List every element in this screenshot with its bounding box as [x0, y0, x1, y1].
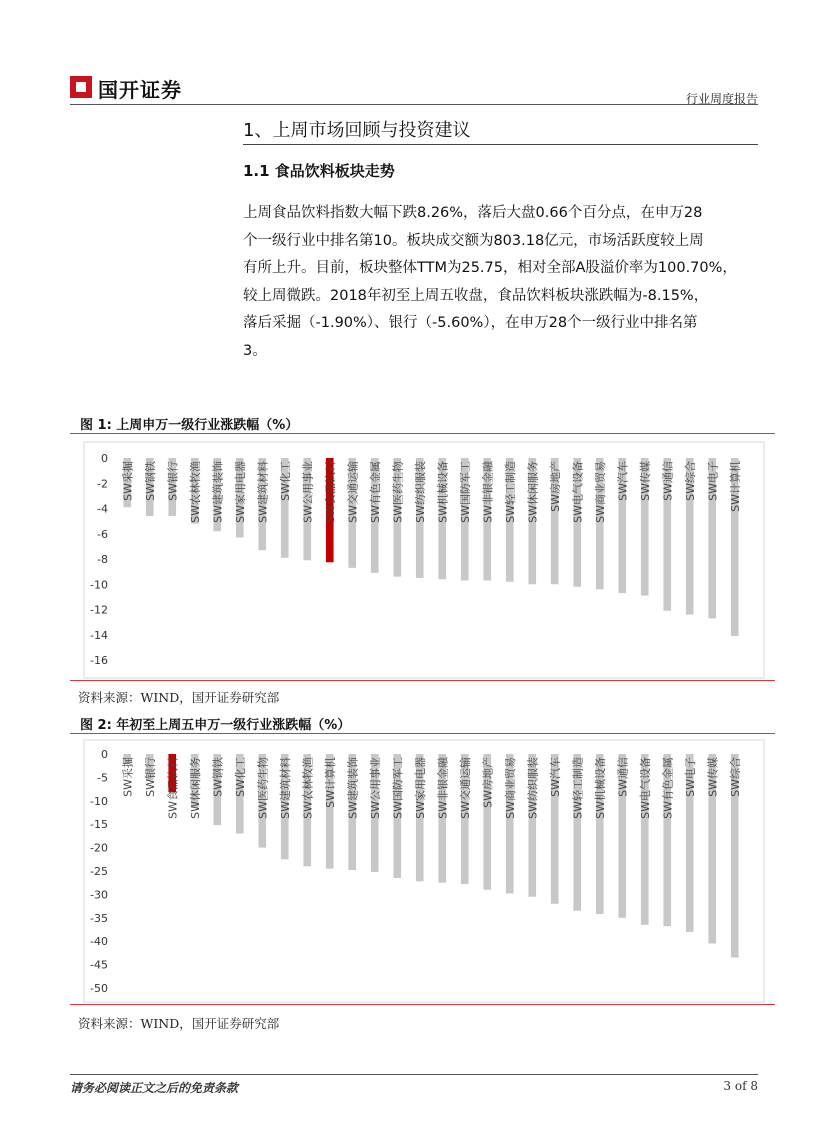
category-label: SW综合: [683, 461, 697, 501]
category-label: SW交通运输: [458, 757, 472, 819]
category-label: SW汽车: [616, 461, 630, 501]
category-label: SW汽车: [548, 757, 562, 797]
y-tick-label: -35: [90, 911, 108, 925]
category-label: SW农林牧渔: [188, 461, 202, 523]
category-label: SW电气设备: [571, 461, 585, 523]
y-tick-label: -15: [90, 818, 108, 832]
figure2-chart: [70, 736, 775, 1004]
category-label: SW非银金融: [481, 461, 495, 523]
category-label: SW纺织服装: [413, 461, 427, 523]
y-tick-label: -20: [90, 841, 108, 855]
category-label: SW电子: [683, 757, 697, 797]
category-label: SW建筑材料: [256, 461, 270, 523]
header-divider: [70, 104, 758, 105]
y-tick-label: -6: [97, 527, 108, 541]
category-label: SW计算机: [728, 461, 742, 512]
figure2-title: 图 2: 年初至上周五申万一级行业涨跌幅（%）: [80, 718, 351, 733]
category-label: SW有色金属: [661, 757, 675, 819]
figure1-bottom-rule: [70, 680, 775, 681]
y-tick-label: -30: [90, 888, 108, 902]
category-label: SW传媒: [706, 757, 720, 797]
y-tick-label: -25: [90, 865, 108, 878]
y-tick-label: -45: [90, 958, 108, 972]
y-tick-label: -50: [90, 982, 108, 995]
category-label: SW化工: [233, 757, 247, 797]
category-label: SW房地产: [481, 757, 495, 808]
paragraph-line: 3。: [243, 342, 267, 359]
y-tick-label: -12: [90, 603, 108, 617]
y-tick-label: -40: [90, 935, 108, 949]
section-title-divider: [243, 144, 758, 145]
y-tick-label: -14: [90, 628, 108, 642]
brand-logo-mark: [70, 76, 92, 98]
category-label: SW国防军工: [458, 461, 472, 523]
y-tick-label: -10: [90, 578, 108, 592]
figure2-source: 资料来源：WIND，国开证券研究部: [78, 1016, 280, 1031]
category-label: SW建筑装饰: [211, 461, 225, 523]
y-tick-label: -10: [90, 794, 108, 808]
category-label: SW食品饮料: [323, 461, 337, 523]
category-label: SW通信: [661, 461, 675, 501]
paragraph-line: 有所上升。目前，板块整体TTM为25.75，相对全部A股溢价率为100.70%，: [243, 260, 737, 276]
category-label: SW房地产: [548, 461, 562, 512]
paragraph-line: 个一级行业中排名第10。板块成交额为803.18亿元，市场活跃度较上周: [243, 232, 704, 249]
figure1-title: 图 1: 上周申万一级行业涨跌幅（%）: [80, 418, 299, 433]
paragraph-line: 上周食品饮料指数大幅下跌8.26%，落后大盘0.66个百分点，在申万28: [243, 205, 703, 221]
category-label: SW交通运输: [346, 461, 360, 523]
category-label: SW有色金属: [368, 461, 382, 523]
category-label: SW建筑装饰: [346, 757, 360, 819]
report-type: 行业周度报告: [685, 92, 758, 106]
page-number: 3 of 8: [723, 1079, 758, 1093]
section-title: 1、上周市场回顾与投资建议: [243, 120, 471, 141]
category-label: SW家用电器: [413, 757, 427, 819]
y-tick-label: -2: [97, 477, 108, 491]
category-label: SW医药生物: [256, 757, 270, 819]
figure2-top-rule: [70, 733, 775, 734]
category-label: SW轻工制造: [503, 461, 517, 523]
category-label: SW电子: [706, 461, 720, 501]
category-label: SW银行: [166, 461, 180, 501]
category-label: SW钢铁: [211, 757, 225, 797]
category-label: SW纺织服装: [526, 757, 540, 819]
category-label: SW商业贸易: [503, 757, 517, 819]
category-label: SW银行: [143, 757, 157, 797]
paragraph-line: 较上周微跌。2018年初至上周五收盘，食品饮料板块涨跌幅为-8.15%，: [243, 287, 709, 304]
category-label: SW通信: [616, 757, 630, 797]
y-tick-label: -8: [97, 553, 108, 566]
footer-divider: [70, 1074, 758, 1075]
figure1-top-rule: [70, 433, 775, 434]
category-label: SW医药生物: [391, 461, 405, 523]
category-label: SW农林牧渔: [301, 757, 315, 819]
category-label: SW公用事业: [368, 757, 382, 819]
figure1-source: 资料来源：WIND，国开证券研究部: [78, 690, 280, 705]
y-tick-label: -5: [97, 771, 108, 785]
y-tick-label: 0: [101, 452, 108, 465]
category-label: SW计算机: [323, 757, 337, 808]
category-label: SW家用电器: [233, 461, 247, 523]
body-paragraph: [243, 200, 763, 365]
category-label: SW公用事业: [301, 461, 315, 523]
section-subtitle: 1.1 食品饮料板块走势: [243, 162, 395, 180]
category-label: SW商业贸易: [593, 461, 607, 523]
category-label: SW采掘: [121, 757, 135, 797]
category-label: SW化工: [278, 461, 292, 501]
figure2-bottom-rule: [70, 1004, 775, 1005]
category-label: SW轻工制造: [571, 757, 585, 819]
paragraph-line: 落后采掘（-1.90%）、银行（-5.60%），在申万28个一级行业中排名第: [243, 315, 698, 331]
category-label: SW食品饮料: [166, 757, 180, 819]
footer-disclaimer: 请务必阅读正文之后的免责条款: [70, 1081, 239, 1095]
category-label: SW钢铁: [143, 461, 157, 501]
category-label: SW电气设备: [638, 757, 652, 819]
category-label: SW综合: [728, 757, 742, 797]
category-label: SW休闲服务: [526, 461, 540, 523]
y-tick-label: -16: [90, 654, 108, 667]
category-label: SW机械设备: [593, 757, 607, 819]
figure1-chart: [70, 436, 775, 678]
category-label: SW建筑材料: [278, 757, 292, 819]
category-label: SW国防军工: [391, 757, 405, 819]
y-tick-label: -4: [97, 502, 108, 516]
y-tick-label: 0: [101, 748, 108, 761]
category-label: SW传媒: [638, 461, 652, 501]
brand-name: 国开证券: [98, 78, 182, 102]
category-label: SW机械设备: [436, 461, 450, 523]
category-label: SW休闲服务: [188, 757, 202, 819]
category-label: SW采掘: [121, 461, 135, 501]
category-label: SW非银金融: [436, 757, 450, 819]
brand-logo: [70, 74, 220, 102]
